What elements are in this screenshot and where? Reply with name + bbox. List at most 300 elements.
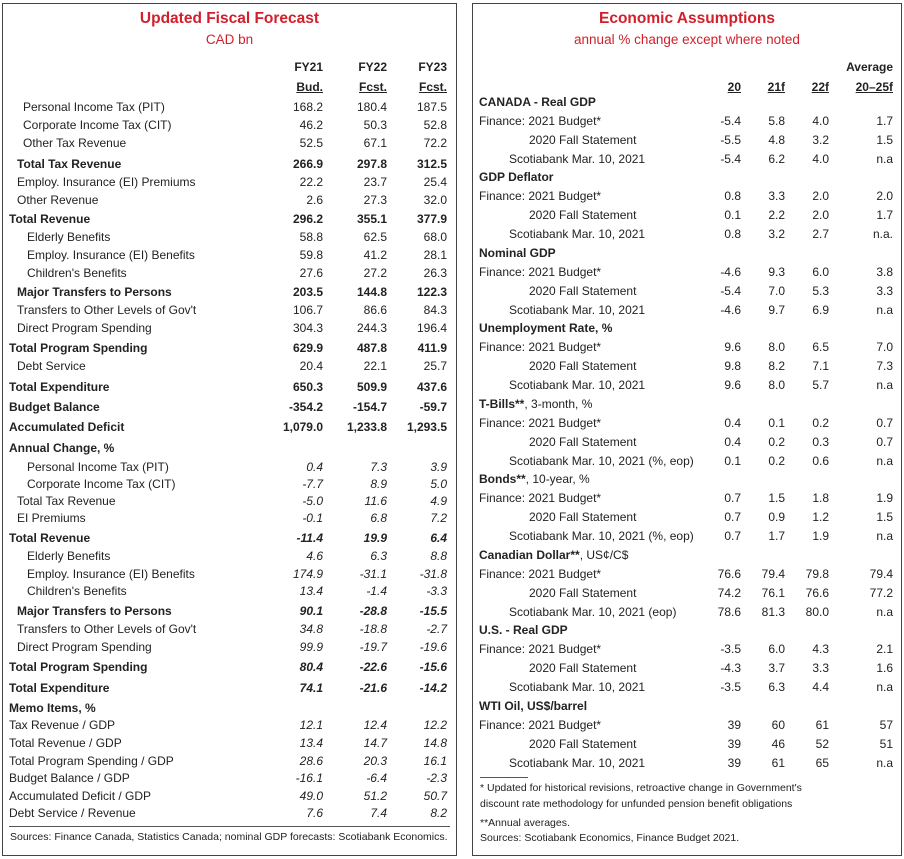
col-type-fy21: Bud.: [296, 80, 323, 94]
fiscal-row-label: Budget Balance / GDP: [9, 771, 130, 785]
assumption-row: [473, 415, 901, 432]
fiscal-cell-value: 411.9: [417, 341, 447, 355]
footnote-3: **Annual averages.: [480, 817, 570, 829]
assumption-cell-value: 1.7: [876, 208, 893, 222]
fiscal-row-label: Total Tax Revenue: [17, 157, 122, 171]
fiscal-cell-value: 90.1: [299, 604, 323, 618]
fiscal-row-label: Annual Change, %: [9, 441, 115, 455]
fiscal-row-corporate-income-tax-cit: [3, 476, 456, 493]
fiscal-row-label: Direct Program Spending: [17, 640, 152, 654]
fiscal-row-ei-premiums: [3, 510, 456, 527]
assumption-section-title: [473, 547, 901, 564]
assumption-cell-value: 46: [771, 737, 785, 751]
fiscal-row-label: Other Tax Revenue: [23, 136, 127, 150]
assumption-cell-value: 79.4: [761, 567, 785, 581]
assumption-cell-value: 9.7: [768, 303, 785, 317]
assumption-cell-value: 52: [815, 737, 829, 751]
fiscal-cell-value: 26.3: [423, 266, 447, 280]
assumption-row: [473, 453, 901, 470]
fiscal-cell-value: 312.5: [416, 157, 447, 171]
col-type-fy22: Fcst.: [358, 80, 387, 94]
assumption-cell-value: 4.0: [812, 114, 829, 128]
assumption-cell-value: 1.9: [812, 529, 829, 543]
fiscal-cell-value: -31.8: [419, 567, 447, 581]
col-year-fy23: FY23: [418, 60, 447, 74]
fiscal-row-label: Transfers to Other Levels of Gov't: [17, 303, 197, 317]
assumption-row: [473, 434, 901, 451]
assumption-cell-value: 5.8: [768, 114, 785, 128]
fiscal-cell-value: -7.7: [302, 477, 323, 491]
fiscal-cell-value: 203.5: [292, 285, 323, 299]
assumption-cell-value: 61: [815, 718, 829, 732]
fiscal-cell-value: 52.5: [299, 136, 323, 150]
fiscal-cell-value: 99.9: [299, 640, 323, 654]
assumption-cell-value: -5.5: [720, 133, 741, 147]
assumption-cell-value: 80.0: [805, 605, 829, 619]
assumption-cell-value: 6.0: [812, 265, 829, 279]
fiscal-row-total-expenditure: [3, 680, 456, 697]
assumption-cell-value: 0.1: [724, 454, 741, 468]
fiscal-cell-value: 58.8: [299, 230, 323, 244]
fiscal-cell-value: 67.1: [363, 136, 387, 150]
assumption-cell-value: 3.3: [876, 284, 893, 298]
assumption-cell-value: n.a: [876, 303, 893, 317]
assumption-cell-value: 1.7: [768, 529, 785, 543]
fiscal-row-label: Debt Service: [17, 359, 86, 373]
assumption-cell-value: 0.4: [724, 416, 741, 430]
fiscal-cell-value: 7.6: [306, 806, 323, 820]
assumption-cell-value: 79.8: [805, 567, 829, 581]
col-header-20: 20: [727, 80, 741, 94]
assumption-cell-value: 0.4: [724, 435, 741, 449]
assumption-cell-value: 2.0: [812, 208, 829, 222]
assumption-cell-value: -5.4: [720, 114, 741, 128]
fiscal-row-label: Total Tax Revenue: [17, 494, 116, 508]
assumption-row: [473, 188, 901, 205]
assumption-row: [473, 717, 901, 734]
col-average-label: Average: [846, 60, 893, 74]
fiscal-cell-value: 12.2: [423, 718, 447, 732]
fiscal-cell-value: 487.8: [356, 341, 387, 355]
assumption-cell-value: 0.8: [724, 227, 741, 241]
assumption-section-title: [473, 94, 901, 111]
fiscal-cell-value: 12.1: [299, 718, 323, 732]
fiscal-source-note: Sources: Finance Canada, Statistics Canada; nominal GDP forecasts: Scotiabank Economics.: [10, 831, 448, 843]
assumption-cell-value: 3.7: [768, 661, 785, 675]
col-header-22f: 22f: [811, 80, 829, 94]
assumption-cell-value: 8.0: [768, 378, 785, 392]
fiscal-cell-value: -15.5: [419, 604, 447, 618]
fiscal-row-label: Total Revenue: [9, 212, 91, 226]
fiscal-cell-value: 32.0: [423, 193, 447, 207]
fiscal-row-total-revenue-gdp: [3, 735, 456, 752]
section-title-text: Canadian Dollar**, US¢/C$: [479, 548, 629, 562]
assumption-cell-value: 0.7: [724, 491, 741, 505]
fiscal-row-employ-insurance-ei-premiums: [3, 174, 456, 191]
assumption-row-label: Scotiabank Mar. 10, 2021 (%, eop): [509, 454, 694, 468]
fiscal-row-transfers-to-other-levels-of-gov-t: [3, 302, 456, 319]
assumption-section-title: [473, 471, 901, 488]
fiscal-forecast-subtitle: CAD bn: [205, 32, 254, 47]
assumption-cell-value: 0.8: [724, 189, 741, 203]
fiscal-cell-value: 68.0: [423, 230, 447, 244]
fiscal-cell-value: 72.2: [423, 136, 447, 150]
assumption-row: [473, 113, 901, 130]
section-title-text: GDP Deflator: [479, 170, 554, 184]
fiscal-row-tax-revenue-gdp: [3, 717, 456, 734]
assumption-row: [473, 151, 901, 168]
assumption-row-label: Scotiabank Mar. 10, 2021 (eop): [509, 605, 677, 619]
fiscal-cell-value: 650.3: [292, 380, 323, 394]
source-divider: [9, 826, 450, 827]
footnote-divider: [480, 777, 528, 778]
fiscal-row-children-s-benefits: [3, 265, 456, 282]
fiscal-cell-value: 80.4: [299, 660, 323, 674]
fiscal-cell-value: 5.0: [430, 477, 447, 491]
section-title-text: Nominal GDP: [479, 246, 556, 260]
assumption-cell-value: 8.0: [768, 340, 785, 354]
fiscal-row-total-revenue: [3, 211, 456, 228]
fiscal-row-label: Debt Service / Revenue: [9, 806, 136, 820]
fiscal-cell-value: -59.7: [419, 400, 447, 414]
fiscal-row-accumulated-deficit: [3, 419, 456, 436]
col-year-fy22: FY22: [358, 60, 387, 74]
fiscal-row-label: Total Program Spending / GDP: [9, 754, 174, 768]
fiscal-cell-value: 6.8: [370, 511, 387, 525]
fiscal-forecast-panel: [2, 3, 457, 856]
assumption-row: [473, 377, 901, 394]
assumption-cell-value: 0.7: [724, 529, 741, 543]
assumption-cell-value: 0.2: [812, 416, 829, 430]
assumption-cell-value: 5.7: [812, 378, 829, 392]
fiscal-cell-value: -16.1: [295, 771, 323, 785]
assumption-cell-value: 1.6: [876, 661, 893, 675]
footnote-1: * Updated for historical revisions, retroactive change in Government's: [480, 782, 802, 794]
fiscal-cell-value: 74.1: [299, 681, 323, 695]
section-title-text: Unemployment Rate, %: [479, 321, 613, 335]
assumption-cell-value: -5.4: [720, 284, 741, 298]
assumption-cell-value: 76.6: [805, 586, 829, 600]
fiscal-row-label: Corporate Income Tax (CIT): [27, 477, 176, 491]
fiscal-cell-value: 12.4: [363, 718, 387, 732]
fiscal-row-total-revenue: [3, 530, 456, 547]
fiscal-cell-value: 509.9: [356, 380, 387, 394]
assumption-cell-value: 3.2: [812, 133, 829, 147]
fiscal-cell-value: 144.8: [356, 285, 387, 299]
fiscal-cell-value: -19.6: [419, 640, 447, 654]
fiscal-row-other-revenue: [3, 192, 456, 209]
fiscal-cell-value: 11.6: [364, 494, 387, 508]
assumption-cell-value: 0.2: [768, 435, 785, 449]
assumption-row: [473, 302, 901, 319]
assumption-row-label: Scotiabank Mar. 10, 2021: [509, 756, 646, 770]
fiscal-row-label: Total Program Spending: [9, 660, 148, 674]
fiscal-cell-value: 629.9: [292, 341, 323, 355]
fiscal-row-label: Total Program Spending: [9, 341, 148, 355]
fiscal-row-other-tax-revenue: [3, 135, 456, 152]
fiscal-row-label: Employ. Insurance (EI) Premiums: [17, 175, 196, 189]
fiscal-cell-value: -0.1: [302, 511, 323, 525]
assumption-cell-value: 78.6: [717, 605, 741, 619]
fiscal-row-total-expenditure: [3, 379, 456, 396]
fiscal-cell-value: 377.9: [416, 212, 447, 226]
fiscal-cell-value: 22.2: [299, 175, 323, 189]
assumption-cell-value: 61: [771, 756, 785, 770]
assumption-row-label: Scotiabank Mar. 10, 2021: [509, 303, 646, 317]
assumption-section-title: [473, 320, 901, 337]
fiscal-row-total-program-spending: [3, 340, 456, 357]
assumption-cell-value: 76.1: [761, 586, 785, 600]
assumption-row: [473, 566, 901, 583]
assumption-cell-value: 7.3: [876, 359, 893, 373]
assumption-cell-value: 7.1: [812, 359, 829, 373]
assumption-cell-value: -5.4: [720, 152, 741, 166]
section-title-text: T-Bills**, 3-month, %: [479, 397, 593, 411]
fiscal-row-debt-service-revenue: [3, 805, 456, 822]
fiscal-cell-value: 23.7: [363, 175, 387, 189]
assumption-cell-value: n.a: [876, 454, 893, 468]
assumption-row-label: 2020 Fall Statement: [529, 510, 637, 524]
assumption-row: [473, 585, 901, 602]
fiscal-cell-value: 196.4: [416, 321, 447, 335]
assumption-row-label: Scotiabank Mar. 10, 2021: [509, 378, 646, 392]
fiscal-row-total-program-spending: [3, 659, 456, 676]
fiscal-row-label: Employ. Insurance (EI) Benefits: [27, 567, 195, 581]
fiscal-cell-value: 8.8: [430, 549, 447, 563]
fiscal-row-label: Corporate Income Tax (CIT): [23, 118, 172, 132]
assumption-cell-value: 9.6: [724, 378, 741, 392]
fiscal-cell-value: 27.6: [299, 266, 323, 280]
fiscal-cell-value: 34.8: [299, 622, 323, 636]
assumption-row-label: 2020 Fall Statement: [529, 586, 637, 600]
assumption-cell-value: 3.3: [812, 661, 829, 675]
assumption-cell-value: 4.8: [768, 133, 785, 147]
fiscal-cell-value: 22.1: [363, 359, 387, 373]
assumption-cell-value: 4.3: [812, 642, 829, 656]
fiscal-cell-value: 14.7: [363, 736, 387, 750]
assumption-cell-value: 6.3: [768, 680, 785, 694]
assumption-cell-value: n.a: [876, 152, 893, 166]
fiscal-row-employ-insurance-ei-benefits: [3, 247, 456, 264]
fiscal-cell-value: -2.3: [426, 771, 447, 785]
assumption-cell-value: 65: [815, 756, 829, 770]
section-title-suffix: , US¢/C$: [579, 548, 629, 562]
assumption-row-label: 2020 Fall Statement: [529, 737, 637, 751]
assumption-cell-value: 0.7: [876, 435, 893, 449]
section-title-text: CANADA - Real GDP: [479, 95, 596, 109]
fiscal-cell-value: 266.9: [292, 157, 323, 171]
fiscal-cell-value: -5.0: [302, 494, 323, 508]
fiscal-row-annual-change: [3, 440, 456, 457]
section-title-text: Bonds**, 10-year, %: [479, 472, 590, 486]
assumption-cell-value: 1.5: [876, 510, 893, 524]
assumption-cell-value: n.a: [876, 680, 893, 694]
fiscal-cell-value: 7.3: [370, 460, 387, 474]
fiscal-row-label: Elderly Benefits: [27, 230, 111, 244]
assumption-cell-value: 3.2: [768, 227, 785, 241]
assumption-row: [473, 264, 901, 281]
fiscal-row-direct-program-spending: [3, 320, 456, 337]
assumption-cell-value: 9.3: [768, 265, 785, 279]
fiscal-row-personal-income-tax-pit: [3, 99, 456, 116]
fiscal-cell-value: 50.3: [363, 118, 387, 132]
fiscal-cell-value: 46.2: [299, 118, 323, 132]
fiscal-row-accumulated-deficit-gdp: [3, 788, 456, 805]
assumption-cell-value: 0.7: [724, 510, 741, 524]
assumption-cell-value: 2.2: [768, 208, 785, 222]
fiscal-cell-value: 20.3: [363, 754, 387, 768]
fiscal-cell-value: -18.8: [359, 622, 387, 636]
assumption-row-label: Finance: 2021 Budget*: [479, 642, 602, 656]
assumption-row: [473, 207, 901, 224]
fiscal-cell-value: 27.2: [363, 266, 387, 280]
fiscal-cell-value: 14.8: [423, 736, 447, 750]
col-type-fy23: Fcst.: [418, 80, 447, 94]
assumption-cell-value: 39: [727, 737, 741, 751]
fiscal-row-label: Tax Revenue / GDP: [9, 718, 116, 732]
fiscal-row-label: Memo Items, %: [9, 701, 96, 715]
fiscal-row-label: Total Revenue / GDP: [9, 736, 122, 750]
assumption-row-label: Scotiabank Mar. 10, 2021 (%, eop): [509, 529, 694, 543]
assumption-cell-value: 74.2: [717, 586, 741, 600]
assumption-cell-value: 8.2: [768, 359, 785, 373]
assumption-row-label: Scotiabank Mar. 10, 2021: [509, 152, 646, 166]
fiscal-cell-value: 28.1: [423, 248, 447, 262]
assumption-row: [473, 283, 901, 300]
fiscal-cell-value: 174.9: [292, 567, 323, 581]
assumption-cell-value: 6.2: [768, 152, 785, 166]
assumption-cell-value: n.a: [876, 378, 893, 392]
assumption-row-label: Finance: 2021 Budget*: [479, 567, 602, 581]
assumption-row: [473, 226, 901, 243]
fiscal-row-label: Major Transfers to Persons: [17, 604, 172, 618]
fiscal-cell-value: 49.0: [299, 789, 323, 803]
fiscal-cell-value: 437.6: [416, 380, 447, 394]
assumption-section-title: [473, 622, 901, 639]
assumption-row-label: 2020 Fall Statement: [529, 208, 637, 222]
fiscal-row-transfers-to-other-levels-of-gov-t: [3, 621, 456, 638]
assumption-row-label: 2020 Fall Statement: [529, 284, 637, 298]
fiscal-cell-value: 2.6: [306, 193, 323, 207]
fiscal-cell-value: 13.4: [299, 584, 323, 598]
fiscal-cell-value: 355.1: [356, 212, 387, 226]
fiscal-cell-value: -354.2: [288, 400, 323, 414]
fiscal-cell-value: -14.2: [419, 681, 447, 695]
fiscal-row-label: Other Revenue: [17, 193, 99, 207]
fiscal-cell-value: -3.3: [426, 584, 447, 598]
assumption-cell-value: 7.0: [876, 340, 893, 354]
assumption-section-title: [473, 245, 901, 262]
assumption-cell-value: 0.6: [812, 454, 829, 468]
assumption-cell-value: 3.8: [876, 265, 893, 279]
section-title-text: U.S. - Real GDP: [479, 623, 568, 637]
fiscal-row-major-transfers-to-persons: [3, 284, 456, 301]
fiscal-cell-value: 1,233.8: [346, 420, 387, 434]
fiscal-row-label: Employ. Insurance (EI) Benefits: [27, 248, 195, 262]
assumption-cell-value: 6.5: [812, 340, 829, 354]
assumption-cell-value: n.a: [876, 529, 893, 543]
assumption-row-label: 2020 Fall Statement: [529, 661, 637, 675]
assumption-cell-value: 57: [879, 718, 893, 732]
assumption-cell-value: 4.4: [812, 680, 829, 694]
fiscal-cell-value: -19.7: [359, 640, 387, 654]
col-header-21f: 21f: [767, 80, 785, 94]
assumption-cell-value: 0.7: [876, 416, 893, 430]
assumption-cell-value: 9.6: [724, 340, 741, 354]
fiscal-cell-value: 27.3: [363, 193, 387, 207]
assumption-row-label: Finance: 2021 Budget*: [479, 114, 602, 128]
fiscal-cell-value: 122.3: [416, 285, 447, 299]
fiscal-row-children-s-benefits: [3, 583, 456, 600]
fiscal-cell-value: -6.4: [366, 771, 387, 785]
assumption-cell-value: 2.1: [876, 642, 893, 656]
fiscal-cell-value: 6.3: [370, 549, 387, 563]
fiscal-cell-value: 168.2: [292, 100, 323, 114]
fiscal-cell-value: 7.4: [370, 806, 387, 820]
assumption-cell-value: 76.6: [717, 567, 741, 581]
assumption-cell-value: 6.0: [768, 642, 785, 656]
assumption-cell-value: 81.3: [761, 605, 785, 619]
assumption-cell-value: -3.5: [720, 642, 741, 656]
fiscal-row-label: Elderly Benefits: [27, 549, 111, 563]
assumption-cell-value: 0.1: [724, 208, 741, 222]
fiscal-row-label: Budget Balance: [9, 400, 100, 414]
assumption-cell-value: 1.5: [876, 133, 893, 147]
fiscal-cell-value: 180.4: [356, 100, 387, 114]
fiscal-cell-value: 51.2: [363, 789, 387, 803]
fiscal-row-label: Accumulated Deficit / GDP: [9, 789, 152, 803]
fiscal-row-corporate-income-tax-cit: [3, 117, 456, 134]
assumption-row-label: Scotiabank Mar. 10, 2021: [509, 680, 646, 694]
fiscal-cell-value: -31.1: [359, 567, 387, 581]
economic-assumptions-subtitle: annual % change except where noted: [574, 32, 800, 47]
assumption-row: [473, 358, 901, 375]
assumption-cell-value: 60: [771, 718, 785, 732]
fiscal-row-label: Total Expenditure: [9, 681, 110, 695]
assumption-cell-value: 2.0: [812, 189, 829, 203]
assumption-row-label: Finance: 2021 Budget*: [479, 340, 602, 354]
assumption-row: [473, 528, 901, 545]
assumption-cell-value: -4.6: [720, 265, 741, 279]
assumption-cell-value: 2.7: [812, 227, 829, 241]
assumption-cell-value: 6.9: [812, 303, 829, 317]
assumption-cell-value: 79.4: [869, 567, 893, 581]
fiscal-cell-value: 50.7: [423, 789, 447, 803]
fiscal-cell-value: 1,079.0: [282, 420, 323, 434]
economic-assumptions-title: Economic Assumptions: [599, 10, 775, 27]
fiscal-forecast-title: Updated Fiscal Forecast: [139, 10, 320, 27]
assumption-section-title: [473, 698, 901, 715]
fiscal-row-total-tax-revenue: [3, 156, 456, 173]
assumption-cell-value: 39: [727, 718, 741, 732]
fiscal-cell-value: 6.4: [430, 531, 447, 545]
fiscal-cell-value: 7.2: [430, 511, 447, 525]
fiscal-cell-value: 297.8: [356, 157, 387, 171]
fiscal-row-debt-service: [3, 358, 456, 375]
assumption-cell-value: -4.3: [720, 661, 741, 675]
section-title-text: WTI Oil, US$/barrel: [479, 699, 588, 713]
assumption-cell-value: 1.7: [876, 114, 893, 128]
fiscal-cell-value: 41.2: [363, 248, 387, 262]
fiscal-row-label: Personal Income Tax (PIT): [27, 460, 169, 474]
assumption-row: [473, 660, 901, 677]
assumption-cell-value: 7.0: [768, 284, 785, 298]
assumption-cell-value: n.a: [876, 605, 893, 619]
assumption-cell-value: 0.1: [768, 416, 785, 430]
fiscal-cell-value: 106.7: [292, 303, 323, 317]
assumption-cell-value: 0.3: [812, 435, 829, 449]
fiscal-cell-value: 4.6: [306, 549, 323, 563]
